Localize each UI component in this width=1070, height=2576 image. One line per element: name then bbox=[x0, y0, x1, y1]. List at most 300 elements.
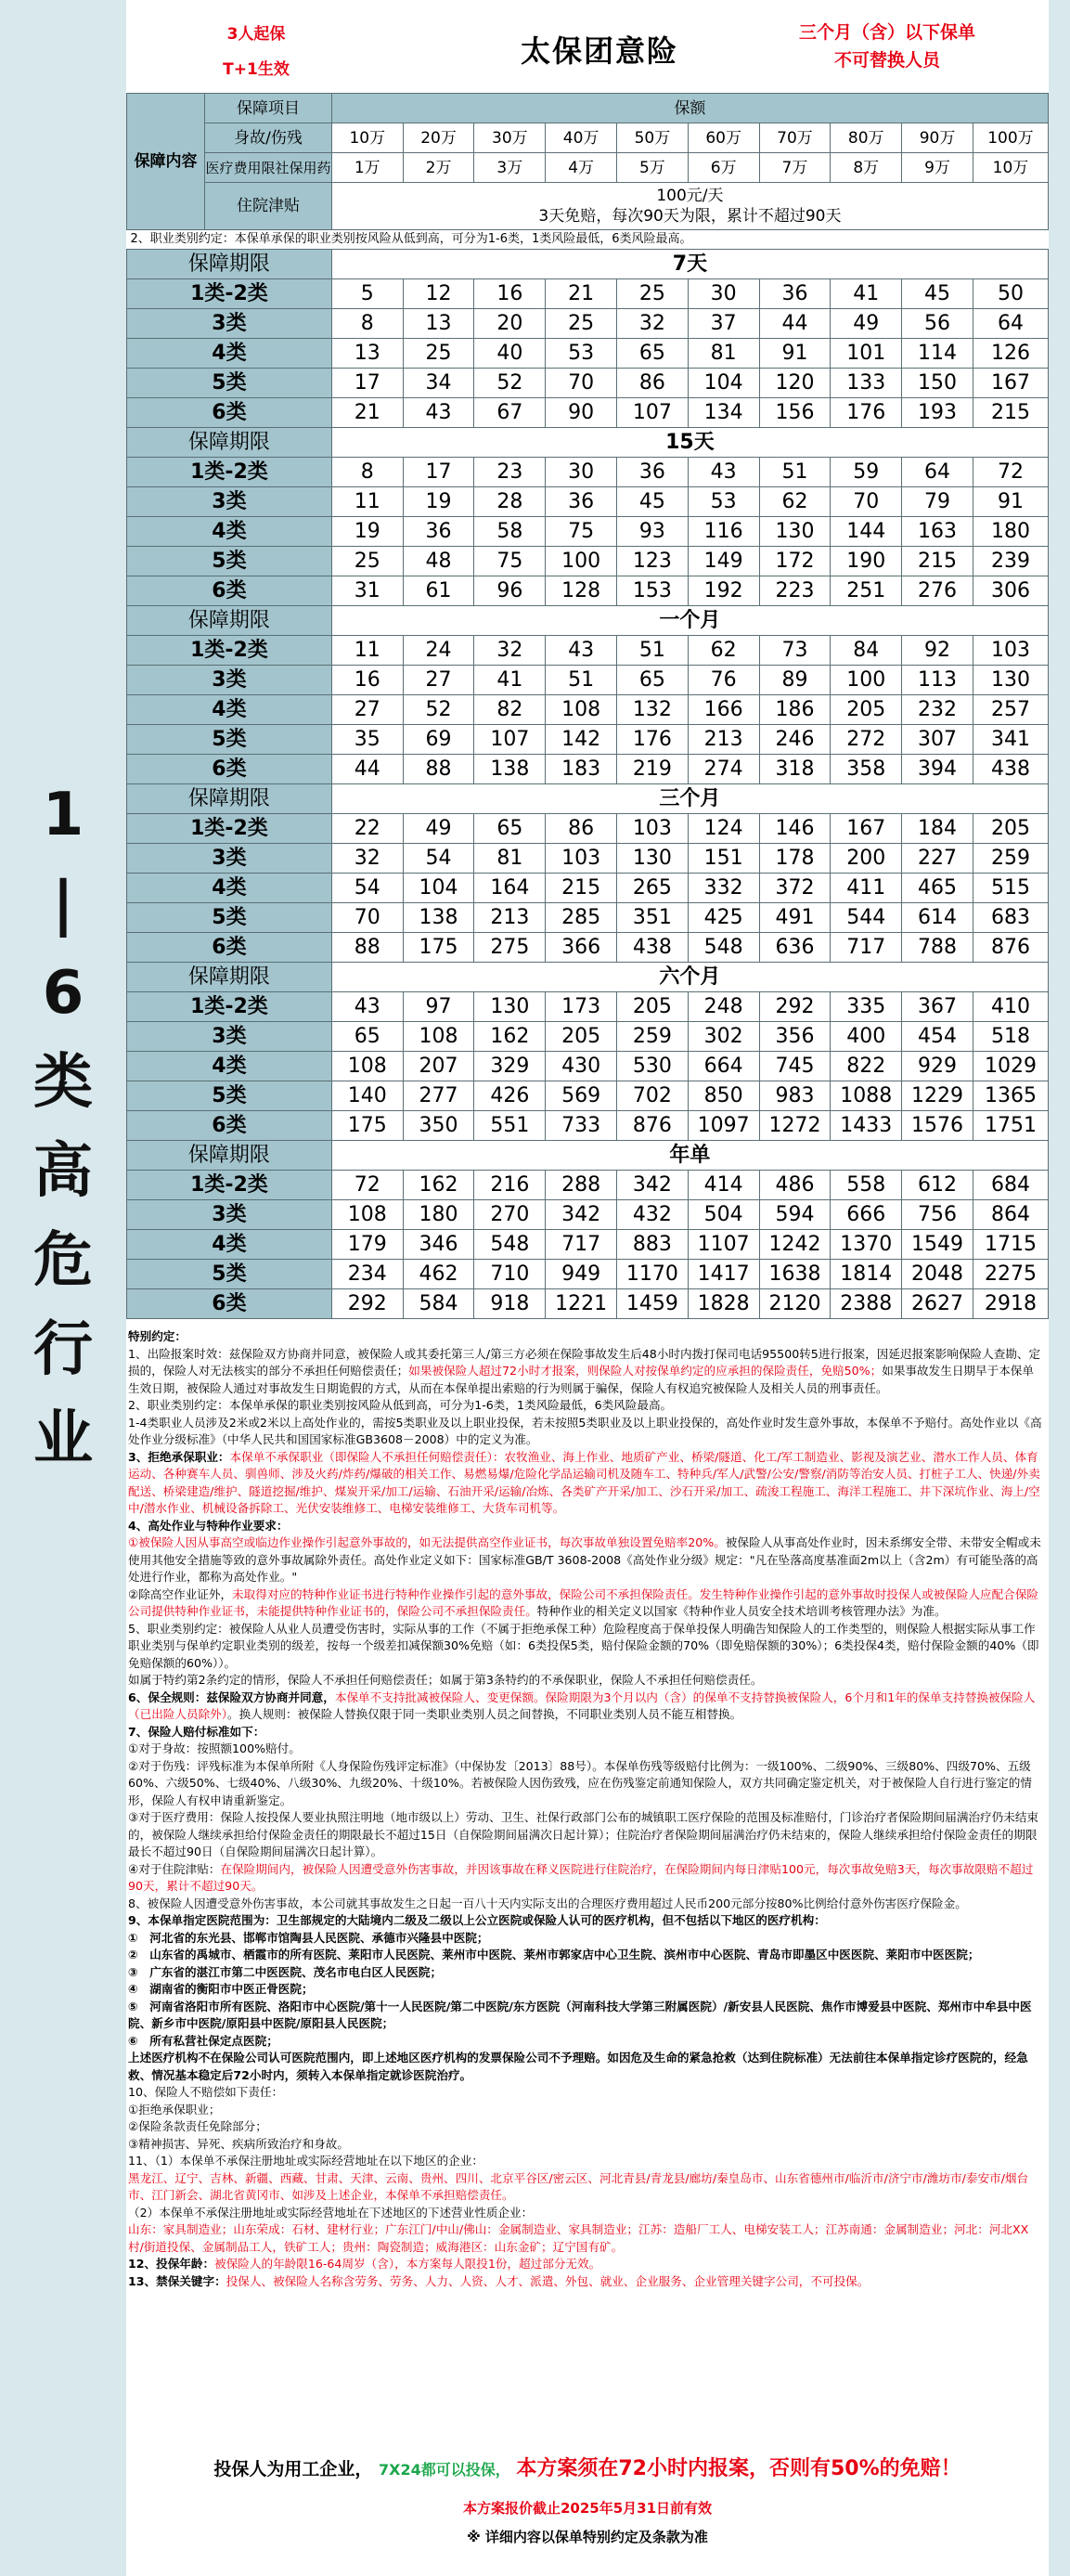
premium-cell: 41 bbox=[831, 279, 902, 309]
premium-cell: 91 bbox=[759, 339, 831, 369]
death-amount-cell: 40万 bbox=[546, 123, 617, 153]
premium-cell: 5 bbox=[331, 279, 403, 309]
premium-row bbox=[127, 576, 1049, 606]
premium-cell: 123 bbox=[617, 547, 689, 576]
premium-cell: 92 bbox=[902, 636, 973, 666]
premium-cell: 126 bbox=[973, 339, 1048, 369]
premium-cell: 103 bbox=[973, 636, 1048, 666]
premium-cell: 103 bbox=[617, 814, 689, 844]
premium-cell: 614 bbox=[902, 903, 973, 933]
class-label: 4类 bbox=[127, 1052, 332, 1081]
premium-cell: 51 bbox=[617, 636, 689, 666]
premium-cell: 130 bbox=[474, 992, 546, 1022]
premium-cell: 530 bbox=[617, 1052, 689, 1081]
premium-row bbox=[127, 309, 1049, 339]
premium-cell: 1638 bbox=[759, 1260, 831, 1289]
class-label: 5类 bbox=[127, 1081, 332, 1111]
premium-cell: 1433 bbox=[831, 1111, 902, 1141]
premium-cell: 140 bbox=[331, 1081, 403, 1111]
premium-cell: 100 bbox=[831, 666, 902, 695]
period-label: 保障期限 bbox=[127, 1141, 332, 1171]
term-1 bbox=[128, 1346, 1043, 1398]
death-amount-cell: 90万 bbox=[902, 123, 973, 153]
premium-cell: 162 bbox=[474, 1022, 546, 1052]
premium-cell: 745 bbox=[759, 1052, 831, 1081]
premium-cell: 61 bbox=[403, 576, 474, 606]
premium-cell: 438 bbox=[617, 933, 689, 963]
class-label: 3类 bbox=[127, 666, 332, 695]
footer-line1 bbox=[126, 2453, 1049, 2481]
premium-cell: 425 bbox=[688, 903, 759, 933]
class-label: 4类 bbox=[127, 1230, 332, 1260]
premium-cell: 44 bbox=[759, 309, 831, 339]
premium-cell: 918 bbox=[474, 1289, 546, 1319]
premium-cell: 246 bbox=[759, 725, 831, 755]
term-5: 5、职业类别约定：被保险人从业人员遭受伤害时，实际从事的工作（不属于拒绝承保工种）危险程度高于保单投保人明确告知保险人的工作类型的，则保险人根据实际从事工作职业类别与保单约定职业类别的级差，按每一个级差扣减保额30%免赔（如：6类投保5类，赔付保险金额的70%（即免赔保额的30%）；6类投保4类，赔付保险金额的40%（即免赔保额的60%））。 bbox=[128, 1621, 1039, 1670]
term-5b: 如属于特约第2条约定的情形，保险人不承担任何赔偿责任；如属于第3条特约的不承保职业，保险人不承担任何赔偿责任。 bbox=[128, 1673, 763, 1687]
premium-cell: 65 bbox=[617, 339, 689, 369]
premium-cell: 167 bbox=[831, 814, 902, 844]
premium-cell: 216 bbox=[474, 1171, 546, 1200]
premium-cell: 88 bbox=[331, 933, 403, 963]
premium-row bbox=[127, 814, 1049, 844]
premium-cell: 166 bbox=[688, 695, 759, 725]
premium-cell: 438 bbox=[973, 755, 1048, 784]
premium-cell: 276 bbox=[902, 576, 973, 606]
class-label: 1类-2类 bbox=[127, 458, 332, 487]
premium-cell: 184 bbox=[902, 814, 973, 844]
sidebar-char: 危 bbox=[33, 1226, 93, 1295]
premium-cell: 65 bbox=[617, 666, 689, 695]
period-value: 年单 bbox=[331, 1141, 1048, 1171]
premium-cell: 551 bbox=[474, 1111, 546, 1141]
premium-cell: 108 bbox=[546, 695, 617, 725]
premium-cell: 2627 bbox=[902, 1289, 973, 1319]
premium-cell: 584 bbox=[403, 1289, 474, 1319]
premium-cell: 1459 bbox=[617, 1289, 689, 1319]
premium-cell: 28 bbox=[474, 487, 546, 517]
premium-cell: 411 bbox=[831, 874, 902, 903]
premium-cell: 12 bbox=[403, 279, 474, 309]
premium-row bbox=[127, 1111, 1049, 1141]
hospital-5: ⑤ 河南省洛阳市所有医院、洛阳市中心医院/第十一人民医院/第二中医院/东方医院（河南科技大学第三附属医院）/新安县人民医院、焦作市博爱县中医院、郑州市中牟县中医院、新乡市中医院/原阳县中医院/原阳县人民医院； bbox=[128, 1999, 1032, 2030]
premium-cell: 156 bbox=[759, 398, 831, 428]
class-label: 1类-2类 bbox=[127, 992, 332, 1022]
premium-cell: 108 bbox=[331, 1052, 403, 1081]
term-7d-red: 在保险期间内，被保险人因遭受意外伤害事故，并因该事故在释义医院进行住院治疗，在保险期间内每日津贴100元，每次事故免赔3天，每次事故限赔不超过90天，累计不超过90天。 bbox=[128, 1861, 1034, 1893]
term-11a: 11、（1）本保单不承保注册地址或实际经营地址在以下地区的企业： bbox=[128, 2154, 483, 2168]
class-label: 1类-2类 bbox=[127, 1171, 332, 1200]
death-amount-cell: 60万 bbox=[688, 123, 759, 153]
premium-cell: 36 bbox=[546, 487, 617, 517]
premium-cell: 73 bbox=[759, 636, 831, 666]
footer-report-rule: 本方案须在72小时内报案，否则有50%的免赔！ bbox=[516, 2457, 961, 2480]
premium-cell: 180 bbox=[973, 517, 1048, 547]
period-header-row bbox=[127, 784, 1049, 814]
premium-cell: 32 bbox=[474, 636, 546, 666]
premium-row bbox=[127, 1052, 1049, 1081]
death-amount-cell: 70万 bbox=[759, 123, 831, 153]
premium-cell: 929 bbox=[902, 1052, 973, 1081]
class-label: 3类 bbox=[127, 1022, 332, 1052]
period-value: 15天 bbox=[331, 428, 1048, 458]
premium-cell: 232 bbox=[902, 695, 973, 725]
term-11c: （2）本保单不承保注册地址或实际经营地址在下述地区的下述营业性质企业： bbox=[128, 2205, 534, 2220]
premium-cell: 1229 bbox=[902, 1081, 973, 1111]
medical-amount-cell: 9万 bbox=[902, 153, 973, 183]
premium-cell: 2120 bbox=[759, 1289, 831, 1319]
period-label: 保障期限 bbox=[127, 250, 332, 279]
premium-cell: 193 bbox=[902, 398, 973, 428]
premium-cell: 25 bbox=[617, 279, 689, 309]
premium-cell: 274 bbox=[688, 755, 759, 784]
premium-cell: 1107 bbox=[688, 1230, 759, 1260]
premium-cell: 342 bbox=[546, 1200, 617, 1230]
premium-cell: 205 bbox=[546, 1022, 617, 1052]
premium-cell: 27 bbox=[403, 666, 474, 695]
premium-cell: 1365 bbox=[973, 1081, 1048, 1111]
premium-row bbox=[127, 547, 1049, 576]
premium-cell: 101 bbox=[831, 339, 902, 369]
premium-cell: 329 bbox=[474, 1052, 546, 1081]
term-7a: ①对于身故：按照额100%赔付。 bbox=[128, 1741, 301, 1755]
period-value: 六个月 bbox=[331, 963, 1048, 992]
premium-cell: 883 bbox=[617, 1230, 689, 1260]
premium-cell: 864 bbox=[973, 1200, 1048, 1230]
premium-cell: 504 bbox=[688, 1200, 759, 1230]
premium-cell: 259 bbox=[617, 1022, 689, 1052]
effective-text: T+1生效 bbox=[223, 60, 290, 79]
death-amount-cell: 100万 bbox=[973, 123, 1048, 153]
death-row bbox=[127, 123, 1049, 153]
premium-cell: 27 bbox=[331, 695, 403, 725]
premium-cell: 265 bbox=[617, 874, 689, 903]
term-4-head: 4、高处作业与特种作业要求： bbox=[128, 1518, 289, 1533]
premium-cell: 277 bbox=[403, 1081, 474, 1111]
term-13 bbox=[128, 2273, 1043, 2291]
medical-amount-cell: 7万 bbox=[759, 153, 831, 183]
premium-cell: 45 bbox=[902, 279, 973, 309]
premium-row bbox=[127, 1022, 1049, 1052]
death-label: 身故/伤残 bbox=[205, 123, 332, 153]
premium-cell: 45 bbox=[617, 487, 689, 517]
term-4b-text2: 特种作业的相关定义以国家《特种作业人员安全技术培训考核管理办法》为准。 bbox=[536, 1604, 947, 1618]
class-label: 1类-2类 bbox=[127, 279, 332, 309]
premium-cell: 341 bbox=[973, 725, 1048, 755]
premium-row bbox=[127, 1289, 1049, 1319]
premium-cell: 1576 bbox=[902, 1111, 973, 1141]
premium-cell: 72 bbox=[973, 458, 1048, 487]
premium-row bbox=[127, 369, 1049, 398]
premium-cell: 103 bbox=[546, 844, 617, 874]
term-13-head: 13、禁保关键字： bbox=[128, 2273, 226, 2288]
rate-sheet bbox=[126, 0, 1049, 2576]
premium-cell: 114 bbox=[902, 339, 973, 369]
premium-cell: 1751 bbox=[973, 1111, 1048, 1141]
premium-cell: 190 bbox=[831, 547, 902, 576]
premium-cell: 62 bbox=[688, 636, 759, 666]
premium-cell: 176 bbox=[831, 398, 902, 428]
class-label: 3类 bbox=[127, 487, 332, 517]
premium-cell: 788 bbox=[902, 933, 973, 963]
premium-row bbox=[127, 517, 1049, 547]
class-label: 6类 bbox=[127, 1111, 332, 1141]
header-left-note bbox=[191, 17, 321, 87]
premium-cell: 594 bbox=[759, 1200, 831, 1230]
premium-cell: 108 bbox=[403, 1022, 474, 1052]
premium-cell: 400 bbox=[831, 1022, 902, 1052]
premium-cell: 176 bbox=[617, 725, 689, 755]
premium-cell: 850 bbox=[688, 1081, 759, 1111]
premium-cell: 822 bbox=[831, 1052, 902, 1081]
premium-cell: 213 bbox=[688, 725, 759, 755]
term-4b-text: ②除高空作业证外， bbox=[128, 1586, 233, 1601]
premium-cell: 104 bbox=[688, 369, 759, 398]
premium-cell: 86 bbox=[546, 814, 617, 844]
term-6 bbox=[128, 1689, 1043, 1724]
medical-row bbox=[127, 153, 1049, 183]
premium-cell: 1715 bbox=[973, 1230, 1048, 1260]
premium-cell: 48 bbox=[403, 547, 474, 576]
premium-cell: 20 bbox=[474, 309, 546, 339]
premium-cell: 25 bbox=[331, 547, 403, 576]
term-1-text2: 如果事故发生日期早于本保单生效日期，被保险人通过对事故发生日期诡假的方式，从而在本保单提出索赔的行为则属于骗保，保险人有权追究被保险人及相关人员的刑事责任。 bbox=[128, 1364, 1034, 1395]
item-header: 保障项目 bbox=[205, 94, 332, 123]
term-3-red: 本保单不承保职业（即保险人不承担任何赔偿责任）：农牧渔业、海上作业、地质矿产业、桥梁/隧道、化工/军工制造业、影视及演艺业、潜水工作人员、体育运动、各种赛车人员、驯兽师、涉及火药/炸药/爆破的相关工作、易燃易爆/危险化学品运输司机及随车工、特种兵/军人/武警/公安/警察/消防等治安人员、打桩子工人、快递/外卖配送、桥梁建造/维护、隧道挖掘/维护、煤炭开采/加工/运输、石油开采/运输/冶炼、各类矿产开采/加工、沙石开采/加工、疏浚工程施工、海洋工程施工、井下深坑作业、海上/空中/潜水作业、机械设备拆除工、光伏安装维修工、电梯安装维修工、大货车司机等。 bbox=[128, 1449, 1040, 1515]
premium-cell: 1828 bbox=[688, 1289, 759, 1319]
hosp-rule: 3天免赔，每次90天为限，累计不超过90天 bbox=[538, 207, 842, 226]
premium-cell: 307 bbox=[902, 725, 973, 755]
medical-amount-cell: 2万 bbox=[403, 153, 474, 183]
death-amount-cell: 30万 bbox=[474, 123, 546, 153]
premium-cell: 1029 bbox=[973, 1052, 1048, 1081]
premium-cell: 16 bbox=[331, 666, 403, 695]
premium-cell: 54 bbox=[403, 844, 474, 874]
term-7b: ②对于伤残：评残标准为本保单所附《人身保险伤残评定标准》（中保协发〔2013〕88号）。本保单伤残等级赔付比例为：一级100%、二级90%、三级80%、四级70%、五级60%、六级50%、七级40%、八级30%、九级20%、十级10%。若被保险人因伤致残，应在伤残鉴定前通知保险人，双方共同确定鉴定机关，对于被保险人自行进行鉴定的情形，保险人有权申请重新鉴定。 bbox=[128, 1758, 1032, 1807]
period-header-row bbox=[127, 428, 1049, 458]
period-label: 保障期限 bbox=[127, 784, 332, 814]
premium-cell: 491 bbox=[759, 903, 831, 933]
death-amount-cell: 80万 bbox=[831, 123, 902, 153]
period-value: 7天 bbox=[331, 250, 1048, 279]
premium-cell: 683 bbox=[973, 903, 1048, 933]
class-label: 3类 bbox=[127, 844, 332, 874]
premium-cell: 107 bbox=[617, 398, 689, 428]
term-12 bbox=[128, 2256, 1043, 2273]
premium-cell: 22 bbox=[331, 814, 403, 844]
medical-amount-cell: 3万 bbox=[474, 153, 546, 183]
premium-cell: 138 bbox=[474, 755, 546, 784]
death-amount-cell: 10万 bbox=[331, 123, 403, 153]
premium-cell: 43 bbox=[403, 398, 474, 428]
period-header-row bbox=[127, 1141, 1049, 1171]
premium-cell: 51 bbox=[546, 666, 617, 695]
period-header-row bbox=[127, 250, 1049, 279]
premium-cell: 346 bbox=[403, 1230, 474, 1260]
premium-cell: 367 bbox=[902, 992, 973, 1022]
premium-cell: 86 bbox=[617, 369, 689, 398]
premium-cell: 318 bbox=[759, 755, 831, 784]
premium-cell: 1170 bbox=[617, 1260, 689, 1289]
premium-cell: 21 bbox=[331, 398, 403, 428]
premium-cell: 25 bbox=[546, 309, 617, 339]
premium-cell: 56 bbox=[902, 309, 973, 339]
premium-cell: 949 bbox=[546, 1260, 617, 1289]
header-right-note bbox=[776, 19, 999, 74]
premium-cell: 25 bbox=[403, 339, 474, 369]
premium-row bbox=[127, 279, 1049, 309]
premium-cell: 54 bbox=[331, 874, 403, 903]
premium-cell: 717 bbox=[546, 1230, 617, 1260]
premium-cell: 180 bbox=[403, 1200, 474, 1230]
premium-cell: 75 bbox=[546, 517, 617, 547]
premium-cell: 569 bbox=[546, 1081, 617, 1111]
premium-cell: 1242 bbox=[759, 1230, 831, 1260]
premium-cell: 213 bbox=[474, 903, 546, 933]
premium-cell: 1417 bbox=[688, 1260, 759, 1289]
premium-row bbox=[127, 903, 1049, 933]
premium-cell: 79 bbox=[902, 487, 973, 517]
premium-row bbox=[127, 398, 1049, 428]
term-4-red: ①被保险人因从事高空或临边作业操作引起意外事故的，如无法提供高空作业证书，每次事故单独设置免赔率20%。 bbox=[128, 1535, 726, 1549]
class-note-row bbox=[127, 230, 1049, 250]
sidebar-char: 类 bbox=[33, 1048, 93, 1117]
premium-cell: 548 bbox=[688, 933, 759, 963]
premium-cell: 239 bbox=[973, 547, 1048, 576]
page-title: 太保团意险 bbox=[520, 33, 678, 69]
premium-cell: 372 bbox=[759, 874, 831, 903]
term-3-head: 3、拒绝承保职业： bbox=[128, 1449, 230, 1464]
premium-cell: 88 bbox=[403, 755, 474, 784]
premium-cell: 134 bbox=[688, 398, 759, 428]
premium-cell: 175 bbox=[331, 1111, 403, 1141]
premium-cell: 518 bbox=[973, 1022, 1048, 1052]
premium-cell: 36 bbox=[403, 517, 474, 547]
medical-amount-cell: 6万 bbox=[688, 153, 759, 183]
premium-cell: 108 bbox=[331, 1200, 403, 1230]
premium-cell: 51 bbox=[759, 458, 831, 487]
premium-cell: 81 bbox=[688, 339, 759, 369]
premium-row bbox=[127, 487, 1049, 517]
coverage-section-label: 保障内容 bbox=[127, 94, 205, 230]
term-1-red: 如果被保险人超过72小时才报案，则保险人对按保单约定的应承担的保险责任，免赔50%； bbox=[408, 1364, 883, 1378]
premium-cell: 70 bbox=[831, 487, 902, 517]
premium-cell: 717 bbox=[831, 933, 902, 963]
premium-row bbox=[127, 458, 1049, 487]
premium-cell: 178 bbox=[759, 844, 831, 874]
premium-cell: 215 bbox=[546, 874, 617, 903]
premium-cell: 30 bbox=[546, 458, 617, 487]
premium-cell: 205 bbox=[973, 814, 1048, 844]
premium-cell: 666 bbox=[831, 1200, 902, 1230]
premium-row bbox=[127, 1230, 1049, 1260]
period-value: 三个月 bbox=[331, 784, 1048, 814]
premium-cell: 132 bbox=[617, 695, 689, 725]
premium-cell: 306 bbox=[973, 576, 1048, 606]
sidebar-char: 1 bbox=[42, 781, 84, 849]
premium-cell: 138 bbox=[403, 903, 474, 933]
premium-cell: 285 bbox=[546, 903, 617, 933]
premium-cell: 558 bbox=[831, 1171, 902, 1200]
class-label: 4类 bbox=[127, 339, 332, 369]
footer-employer: 投保人为用工企业， bbox=[213, 2459, 373, 2479]
premium-row bbox=[127, 844, 1049, 874]
premium-cell: 49 bbox=[403, 814, 474, 844]
premium-cell: 90 bbox=[546, 398, 617, 428]
premium-cell: 2388 bbox=[831, 1289, 902, 1319]
premium-cell: 142 bbox=[546, 725, 617, 755]
death-amount-cell: 50万 bbox=[617, 123, 689, 153]
premium-row bbox=[127, 933, 1049, 963]
term-10c: ③精神损害、异死、疾病所致治疗和身故。 bbox=[128, 2136, 349, 2151]
premium-cell: 186 bbox=[759, 695, 831, 725]
premium-cell: 49 bbox=[831, 309, 902, 339]
premium-cell: 82 bbox=[474, 695, 546, 725]
premium-cell: 205 bbox=[831, 695, 902, 725]
premium-cell: 288 bbox=[546, 1171, 617, 1200]
premium-cell: 76 bbox=[688, 666, 759, 695]
premium-cell: 710 bbox=[474, 1260, 546, 1289]
class-label: 5类 bbox=[127, 369, 332, 398]
premium-cell: 167 bbox=[973, 369, 1048, 398]
premium-cell: 292 bbox=[759, 992, 831, 1022]
term-9: 9、本保单指定医院范围为：卫生部规定的大陆境内二级及二级以上公立医院或保险人认可的医疗机构，但不包括以下地区的医疗机构： bbox=[128, 1913, 826, 1927]
premium-cell: 53 bbox=[688, 487, 759, 517]
premium-cell: 35 bbox=[331, 725, 403, 755]
period-label: 保障期限 bbox=[127, 606, 332, 636]
premium-cell: 223 bbox=[759, 576, 831, 606]
premium-cell: 62 bbox=[759, 487, 831, 517]
sidebar-char: | bbox=[52, 870, 74, 938]
medical-amount-cell: 10万 bbox=[973, 153, 1048, 183]
premium-cell: 275 bbox=[474, 933, 546, 963]
medical-label: 医疗费用限社保用药 bbox=[205, 153, 332, 183]
premium-cell: 366 bbox=[546, 933, 617, 963]
term-10a: ①拒绝承保职业； bbox=[128, 2102, 221, 2116]
premium-cell: 1814 bbox=[831, 1260, 902, 1289]
premium-cell: 65 bbox=[331, 1022, 403, 1052]
class-label: 5类 bbox=[127, 725, 332, 755]
premium-cell: 130 bbox=[759, 517, 831, 547]
premium-cell: 8 bbox=[331, 458, 403, 487]
premium-cell: 70 bbox=[546, 369, 617, 398]
premium-cell: 100 bbox=[546, 547, 617, 576]
premium-cell: 43 bbox=[688, 458, 759, 487]
class-label: 6类 bbox=[127, 398, 332, 428]
premium-cell: 251 bbox=[831, 576, 902, 606]
class-label: 1类-2类 bbox=[127, 636, 332, 666]
footer-anytime: 7X24都可以投保， bbox=[378, 2461, 510, 2479]
term-13-red: 投保人、被保险人名称含劳务、劳务、人力、人资、人才、派遣、外包、就业、企业服务、企业管理关键字公司，不可投保。 bbox=[226, 2273, 870, 2288]
premium-cell: 292 bbox=[331, 1289, 403, 1319]
premium-cell: 351 bbox=[617, 903, 689, 933]
premium-cell: 130 bbox=[617, 844, 689, 874]
premium-cell: 358 bbox=[831, 755, 902, 784]
premium-cell: 612 bbox=[902, 1171, 973, 1200]
premium-header: 保额 bbox=[331, 94, 1048, 123]
premium-cell: 52 bbox=[403, 695, 474, 725]
coverage-header-row bbox=[127, 94, 1049, 123]
premium-cell: 91 bbox=[973, 487, 1048, 517]
special-terms bbox=[126, 1319, 1049, 2290]
premium-cell: 50 bbox=[973, 279, 1048, 309]
premium-cell: 97 bbox=[403, 992, 474, 1022]
premium-cell: 17 bbox=[331, 369, 403, 398]
premium-cell: 172 bbox=[759, 547, 831, 576]
premium-cell: 544 bbox=[831, 903, 902, 933]
premium-cell: 394 bbox=[902, 755, 973, 784]
term-7c: ③对于医疗费用：保险人按投保人要业执照注明地（地市级以上）劳动、卫生、社保行政部门公布的城镇职工医疗保险的范围及标准赔付，门诊治疗者保险期间届满治疗仍未结束的，被保险人继续承担给付保险金责任的期限最长不超过15日（自保险期间届满次日起计算）；住院治疗者保险期间届满治疗仍未结束的，保险人继续承担给付保险金责任的期限最长不超过90日（自保险期间届满次日起计算）。 bbox=[128, 1810, 1039, 1858]
